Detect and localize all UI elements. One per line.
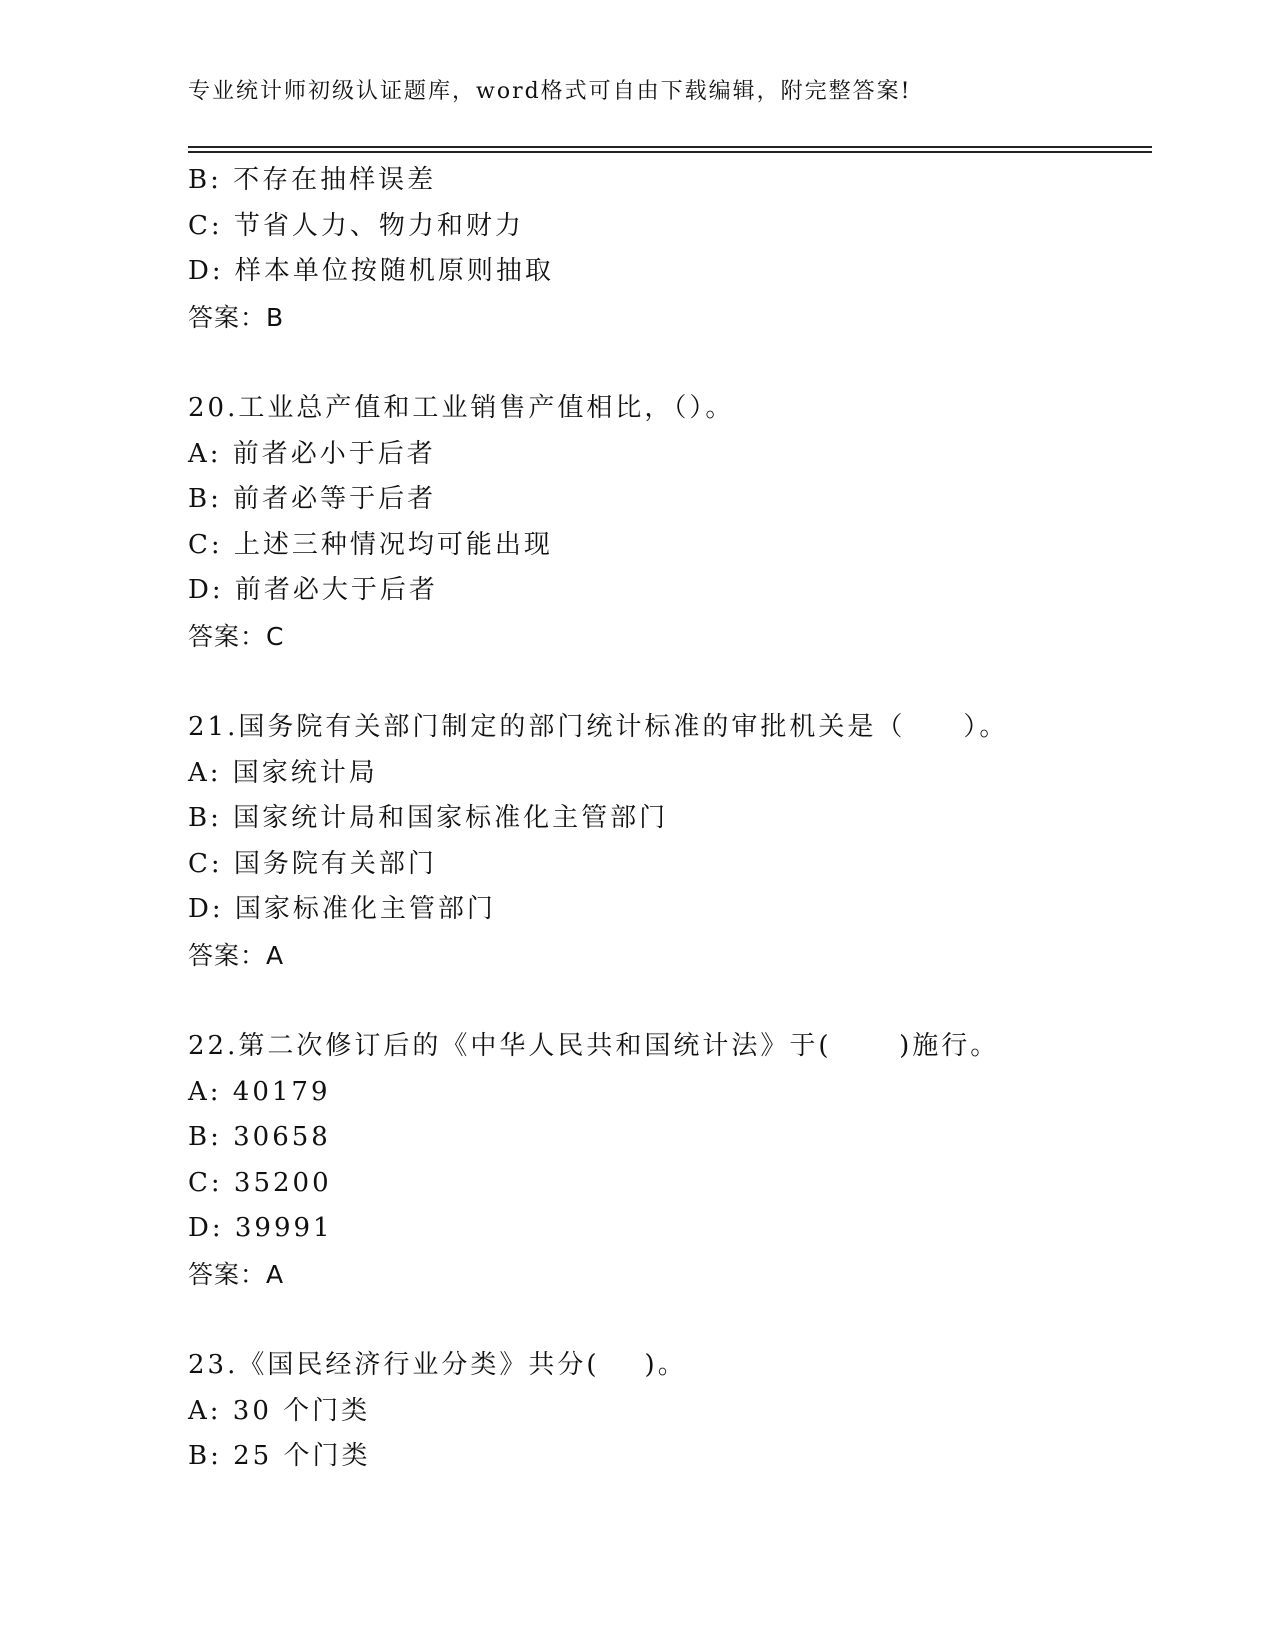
question-21 [188,705,1152,978]
page-header: 专业统计师初级认证题库，word格式可自由下载编辑，附完整答案! [188,79,912,104]
option-c: C: 国务院有关部门 [188,848,437,879]
answer: 答案：B [188,302,285,332]
header-rule-top [188,146,1152,148]
option-d: D: 样本单位按随机原则抽取 [188,256,554,286]
question-text: 21.国务院有关部门制定的部门统计标准的审批机关是（ ）。 [188,712,1009,742]
option-c: C: 35200 [188,1167,332,1198]
answer: 答案：C [188,621,285,651]
option-b: B: 不存在抽样误差 [188,165,437,195]
option-d: D: 国家标准化主管部门 [188,894,496,924]
option-b: B: 前者必等于后者 [188,484,437,514]
answer: 答案：A [188,940,285,970]
question-19-tail [188,158,1152,340]
header-rule-bottom [188,151,1152,153]
option-d: D: 前者必大于后者 [188,575,438,605]
option-b: B: 国家统计局和国家标准化主管部门 [188,803,669,833]
question-text: 20.工业总产值和工业销售产值相比，（）。 [188,393,735,423]
option-d: D: 39991 [188,1213,333,1243]
option-b: B: 30658 [188,1122,331,1152]
option-a: A: 30 个门类 [188,1395,371,1426]
option-c: C: 上述三种情况均可能出现 [188,529,553,560]
question-22 [188,1024,1152,1297]
question-20 [188,386,1152,659]
question-23 [188,1343,1152,1480]
question-content [188,158,1152,1480]
question-text: 23.《国民经济行业分类》共分( )。 [188,1350,687,1380]
question-text: 22.第二次修订后的《中华人民共和国统计法》于( )施行。 [188,1031,1000,1061]
option-a: A: 国家统计局 [188,757,378,788]
option-c: C: 节省人力、物力和财力 [188,210,524,241]
answer: 答案：A [188,1259,285,1289]
option-a: A: 前者必小于后者 [188,438,436,469]
option-a: A: 40179 [188,1076,331,1107]
option-b: B: 25 个门类 [188,1441,371,1471]
